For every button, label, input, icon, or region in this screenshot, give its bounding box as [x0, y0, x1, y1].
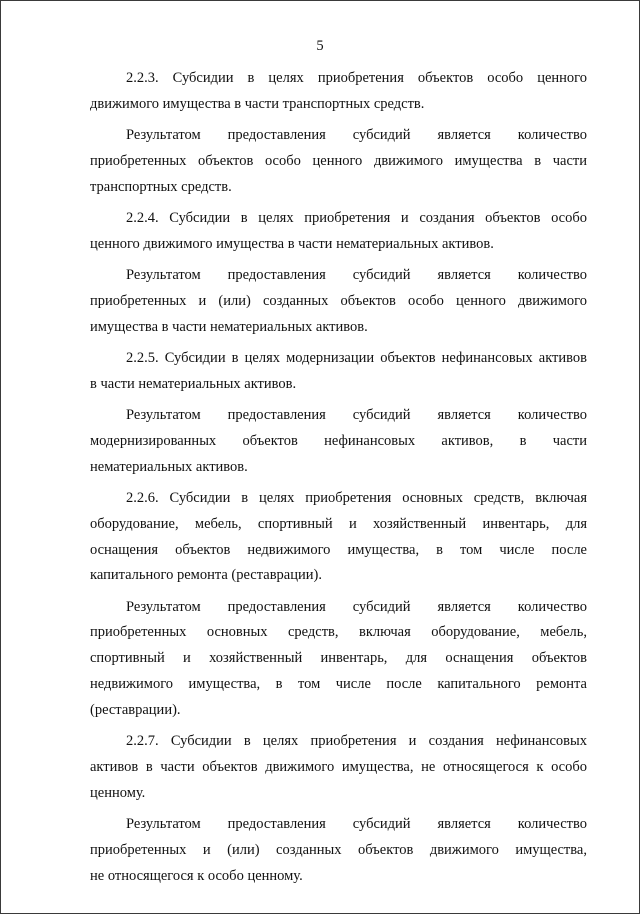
text-line: Результатом предоставления субсидий является количество	[126, 127, 587, 144]
text-line: не относящегося к особо ценному.	[90, 867, 303, 884]
text-line: 2.2.5. Субсидии в целях модернизации объектов нефинансовых активов	[126, 349, 587, 366]
text-line: оборудование, мебель, спортивный и хозяйственный инвентарь, для	[90, 515, 587, 532]
paragraph	[90, 403, 587, 480]
paragraph	[90, 346, 587, 398]
paragraph	[90, 729, 587, 806]
text-line: Результатом предоставления субсидий является количество	[126, 407, 587, 424]
page-number: 5	[316, 38, 324, 54]
text-line: 2.2.7. Субсидии в целях приобретения и создания нефинансовых	[126, 733, 587, 750]
text-line: капитального ремонта (реставрации).	[90, 567, 322, 584]
paragraph	[90, 66, 587, 118]
paragraph	[90, 263, 587, 340]
text-line: модернизированных объектов нефинансовых активов, в части	[90, 432, 587, 449]
text-line: спортивный и хозяйственный инвентарь, для оснащения объектов	[90, 650, 587, 667]
text-line: приобретенных основных средств, включая оборудование, мебель,	[90, 624, 587, 641]
text-line: приобретенных объектов особо ценного движимого имущества в части	[90, 152, 587, 169]
text-line: (реставрации).	[90, 701, 181, 718]
paragraph	[90, 206, 587, 258]
text-line: оснащения объектов недвижимого имущества, в том числе после	[90, 541, 587, 558]
text-line: Результатом предоставления субсидий является количество	[126, 816, 587, 833]
text-line: движимого имущества в части транспортных средств.	[90, 95, 425, 112]
text-line: активов в части объектов движимого имущества, не относящегося к особо	[90, 758, 587, 775]
document-body	[90, 66, 587, 889]
text-line: недвижимого имущества, в том числе после капитального ремонта	[90, 676, 587, 693]
text-line: нематериальных активов.	[90, 458, 248, 475]
paragraph	[90, 595, 587, 724]
text-line: 2.2.3. Субсидии в целях приобретения объектов особо ценного	[126, 70, 587, 86]
text-line: 2.2.6. Субсидии в целях приобретения основных средств, включая	[126, 489, 587, 506]
paragraph	[90, 123, 587, 200]
text-line: Результатом предоставления субсидий является количество	[126, 267, 587, 284]
text-line: ценному.	[90, 784, 146, 801]
text-line: ценного движимого имущества в части нематериальных активов.	[90, 235, 494, 252]
text-line: приобретенных и (или) созданных объектов особо ценного движимого	[90, 292, 587, 309]
text-line: Результатом предоставления субсидий является количество	[126, 598, 587, 615]
text-line: 2.2.4. Субсидии в целях приобретения и создания объектов особо	[126, 209, 587, 226]
text-line: в части нематериальных активов.	[90, 375, 297, 392]
paragraph	[90, 486, 587, 589]
paragraph	[90, 812, 587, 889]
text-line: имущества в части нематериальных активов.	[90, 318, 368, 335]
text-line: приобретенных и (или) созданных объектов движимого имущества,	[90, 841, 587, 858]
text-line: транспортных средств.	[90, 178, 232, 195]
